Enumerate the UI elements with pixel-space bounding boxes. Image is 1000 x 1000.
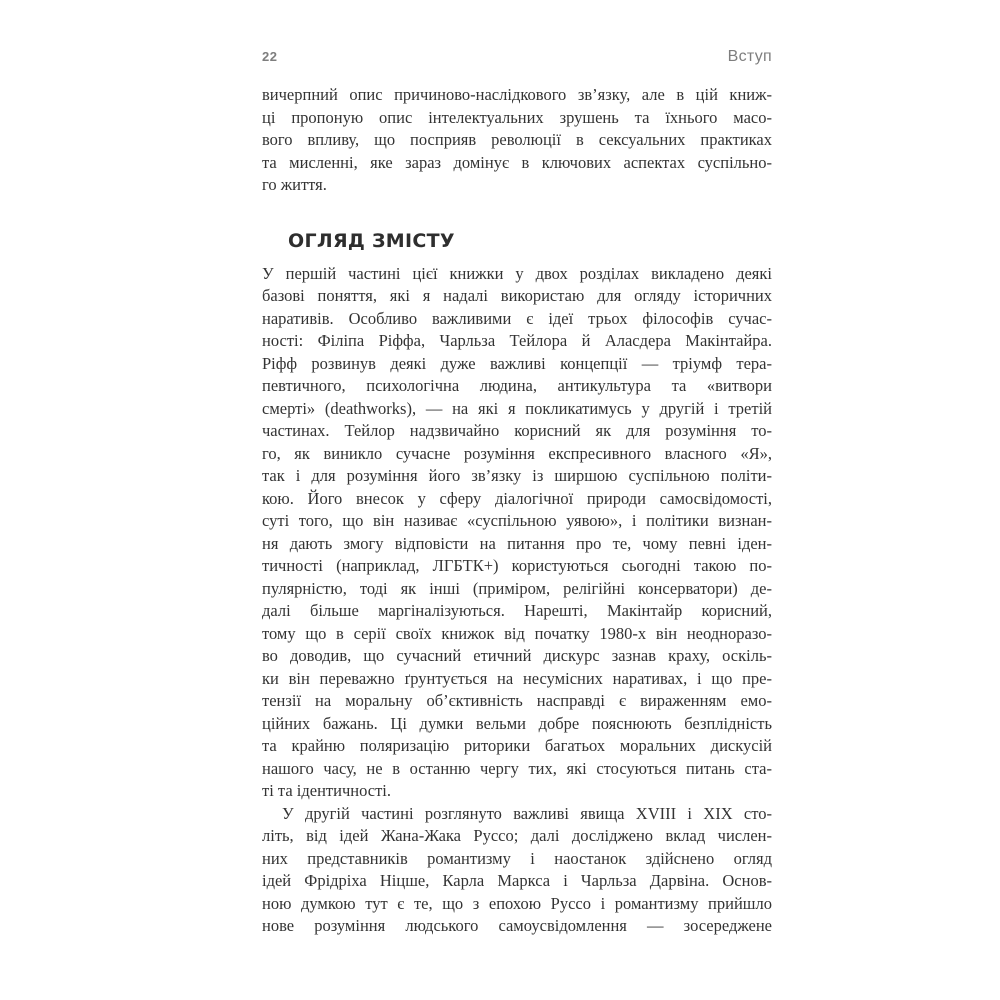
text-line: У другій частині розглянуто важливі явища XVIII і XIX сто- — [282, 803, 772, 823]
text-line: Ріфф розвинув деякі дуже важливі концепції — тріумф тера- — [262, 353, 772, 373]
text-line: та крайню поляризацію риторики багатьох моральних дискусій — [262, 736, 772, 755]
text-line: наративів. Особливо важливими є ідеї трьох філософів сучас- — [262, 308, 772, 328]
running-header — [262, 48, 772, 66]
text-line: тичності (наприклад, ЛГБТК+) користуються сьогодні такою по- — [262, 556, 772, 575]
text-line: тензії на моральну об’єктивність насправді є вираженням емо- — [262, 691, 772, 710]
section-heading: ОГЛЯД ЗМІСТУ — [288, 229, 455, 252]
paragraph — [262, 263, 772, 803]
text-line: ідей Фрідріха Ніцше, Карла Маркса і Чарльза Дарвіна. Основ- — [262, 871, 772, 890]
content — [262, 84, 772, 938]
text-line: літь, від ідей Жана-Жака Руссо; далі досліджено вклад числен- — [262, 826, 772, 845]
text-line: ною думкою тут є те, що з епохою Руссо і романтизму прийшло — [262, 893, 772, 913]
text-line: го, як виникло сучасне розуміння експресивного власного «Я», — [262, 443, 772, 463]
text-line: ки він переважно ґрунтується на несумісних наративах, і що пре- — [262, 668, 772, 688]
text-line: ті та ідентичності. — [262, 781, 391, 800]
text-line: ці пропоную опис інтелектуальних зрушень та їхнього масо- — [262, 107, 772, 127]
text-line: частинах. Тейлор надзвичайно корисний як для розуміння то- — [262, 421, 772, 440]
text-line: У першій частині цієї книжки у двох розділах викладено деякі — [262, 263, 772, 283]
text-line: пулярністю, тоді як інші (приміром, релігійні консерватори) де- — [262, 578, 772, 598]
text-line: далі більше маргіналізуються. Нарешті, Макінтайр корисний, — [262, 601, 772, 620]
text-line: суті того, що він називає «суспільною уявою», і політики визнан- — [262, 511, 772, 530]
text-line: вичерпний опис причиново-наслідкового зв’язку, але в цій книж- — [262, 85, 772, 104]
text-line: смерті» (deathworks), — на які я покликатимусь у другій і третій — [262, 398, 772, 418]
text-line: во доводив, що сучасний етичний дискурс зазнав краху, оскіль- — [262, 646, 772, 665]
text-line: нове розуміння людського самоусвідомлення — зосереджене — [262, 916, 772, 935]
text-line: ності: Філіпа Ріффа, Чарльза Тейлора й Аласдера Макінтайра. — [262, 331, 772, 350]
text-line: ційних бажань. Ці думки вельми добре пояснюють безплідність — [262, 713, 772, 733]
text-line: так і для розуміння його зв’язку із ширшою суспільною політи- — [262, 466, 772, 485]
text-line: кою. Його внесок у сферу діалогічної природи самосвідомості, — [262, 488, 772, 508]
text-line: та мисленні, яке зараз домінує в ключових аспектах суспільно- — [262, 152, 772, 172]
text-line: базові поняття, які я надалі використаю для огляду історичних — [262, 286, 772, 305]
page-number: 22 — [262, 49, 278, 64]
text-line: тому що в серії своїх книжок від початку 1980-х він неодноразо- — [262, 623, 772, 643]
text-line: певтичного, психологічна людина, антикультура та «витвори — [262, 376, 772, 395]
chapter-title: Вступ — [727, 48, 772, 65]
text-line: нашого часу, не в останню чергу тих, які стосуються питань ста- — [262, 758, 772, 778]
text-line: ня дають змогу відповісти на питання про те, чому певні іден- — [262, 533, 772, 553]
paragraph — [262, 84, 772, 197]
text-line: вого впливу, що посприяв революції в сексуальних практиках — [262, 130, 772, 149]
text-line: них представників романтизму і наостанок здійснено огляд — [262, 848, 772, 868]
paragraph — [262, 803, 772, 938]
text-line: го життя. — [262, 175, 327, 194]
